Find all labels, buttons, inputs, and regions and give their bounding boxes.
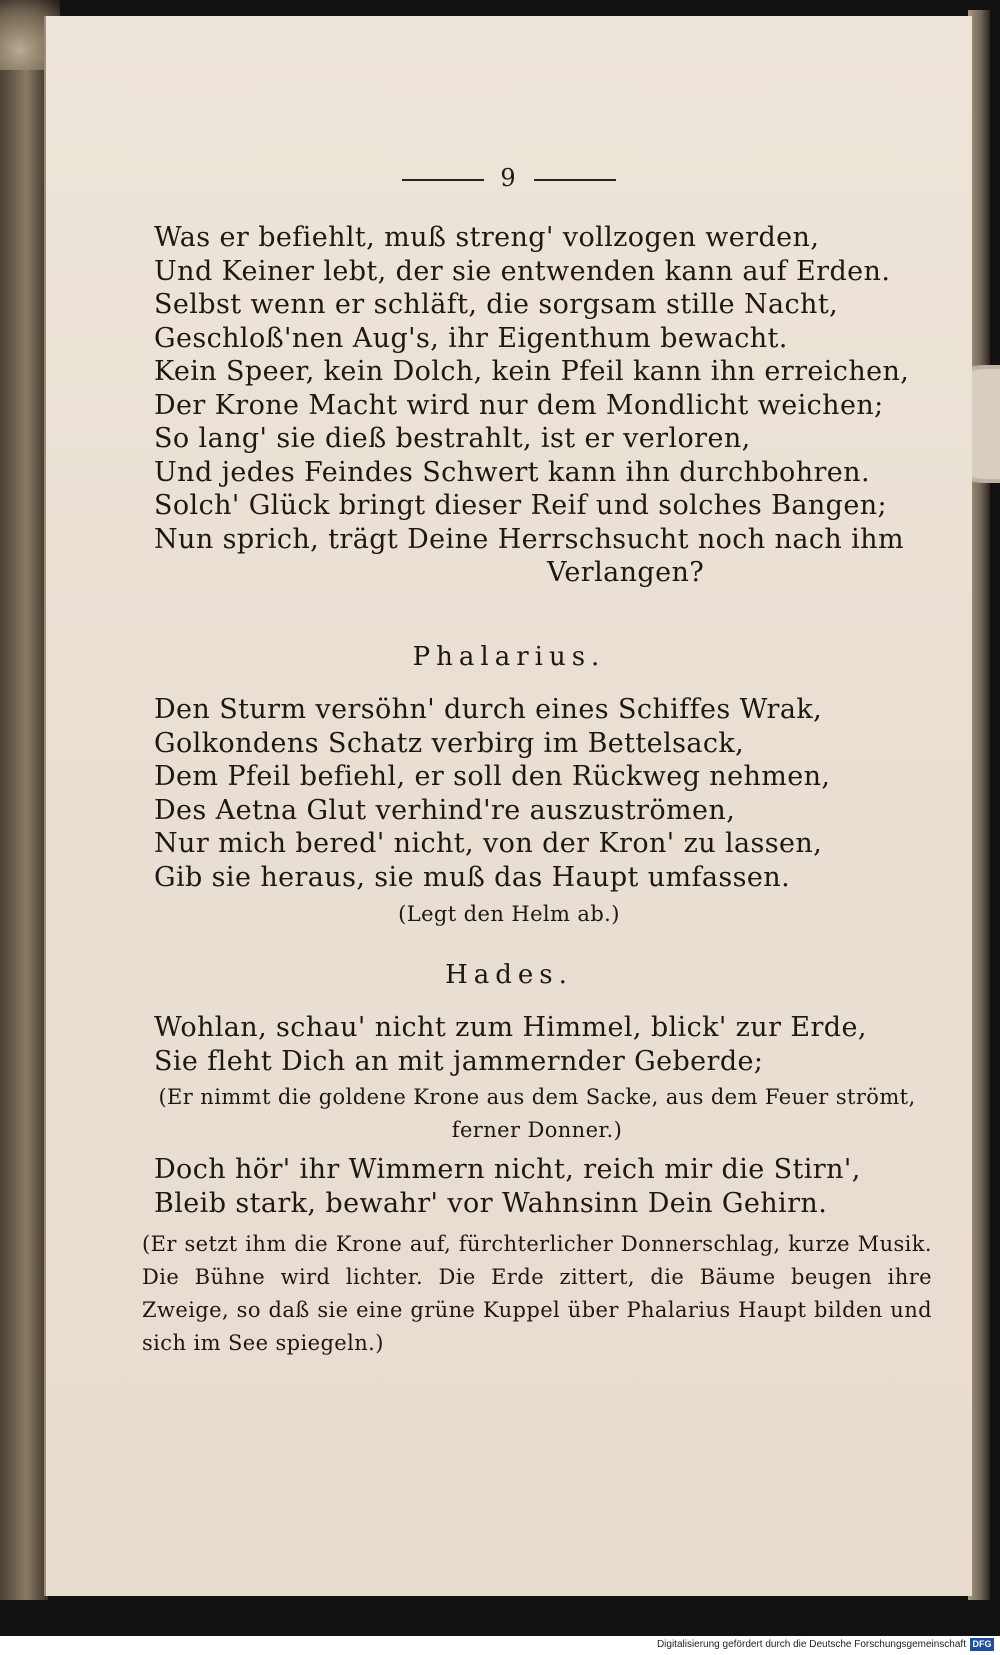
verse-line: Golkondens Schatz verbirg im Bettelsack, — [154, 727, 745, 759]
stage-direction: (Er setzt ihm die Krone auf, fürchterlicher Donnerschlag, kurze Musik. Die Bühne wird lichter. Die Erde zittert, die Bäume beugen ihre Zweige, so daß sie eine grüne Kuppel über Phalarius Haupt bilden und sich im See spiegeln.) — [142, 1232, 932, 1355]
verse-line: Gib sie heraus, sie muß das Haupt umfassen. — [154, 861, 791, 893]
verse-line: Solch' Glück bringt dieser Reif und solches Bangen; — [154, 490, 888, 521]
verse-line: Was er befiehlt, muß streng' vollzogen werden, — [154, 222, 820, 253]
verse-line: Sie fleht Dich an mit jammernder Geberde; — [154, 1045, 764, 1077]
verse-line: Geschloß'nen Aug's, ihr Eigenthum bewacht. — [154, 322, 788, 354]
verse-line: Doch hör' ihr Wimmern nicht, reich mir die Stirn', — [154, 1154, 861, 1185]
verse-line: Wohlan, schau' nicht zum Himmel, blick' zur Erde, — [154, 1012, 867, 1043]
stage-direction: (Legt den Helm ab.) — [398, 902, 620, 926]
digitization-credit: Digitalisierung gefördert durch die Deutsche Forschungsgemeinschaft — [656, 1639, 966, 1650]
verse-stanza-1 — [154, 222, 944, 591]
header-rule-right — [534, 179, 616, 181]
verse-line: Verlangen? — [547, 557, 705, 588]
verse-line: Nur mich bered' nicht, von der Kron' zu lassen, — [154, 828, 823, 859]
page-number: 9 — [500, 164, 518, 192]
stage-direction: (Er nimmt die goldene Krone aus dem Sacke, aus dem Feuer strömt, ferner Donner.) — [158, 1085, 916, 1142]
verse-line: Der Krone Macht wird nur dem Mondlicht weichen; — [154, 389, 884, 421]
verse-line: Dem Pfeil befiehl, er soll den Rückweg nehmen, — [154, 761, 831, 792]
page-header — [46, 164, 972, 192]
verse-line: Kein Speer, kein Dolch, kein Pfeil kann ihn erreichen, — [154, 356, 910, 387]
book-page — [44, 16, 972, 1596]
header-rule-left — [402, 179, 484, 181]
verse-line: Nun sprich, trägt Deine Herrschsucht noch nach ihm — [154, 523, 904, 555]
dfg-logo-icon: DFG — [970, 1638, 994, 1651]
verse-line: Des Aetna Glut verhind're auszuströmen, — [154, 794, 736, 826]
verse-stanza-3 — [154, 1012, 944, 1079]
verse-line: Und Keiner lebt, der sie entwenden kann auf Erden. — [154, 255, 891, 287]
verse-line: Selbst wenn er schläft, die sorgsam stille Nacht, — [154, 289, 839, 320]
verse-stanza-2 — [154, 694, 944, 895]
verse-line: Bleib stark, bewahr' vor Wahnsinn Dein Gehirn. — [154, 1187, 828, 1219]
speaker-name: Hades. — [445, 960, 573, 990]
verse-line: Und jedes Feindes Schwert kann ihn durchbohren. — [154, 456, 870, 488]
verse-line: Den Sturm versöhn' durch eines Schiffes Wrak, — [154, 694, 823, 725]
book-spine-edge — [0, 0, 48, 1600]
verse-line: So lang' sie dieß bestrahlt, ist er verloren, — [154, 423, 751, 454]
speaker-name: Phalarius. — [412, 642, 606, 672]
verse-stanza-4 — [154, 1154, 944, 1221]
page-content — [46, 16, 972, 1596]
